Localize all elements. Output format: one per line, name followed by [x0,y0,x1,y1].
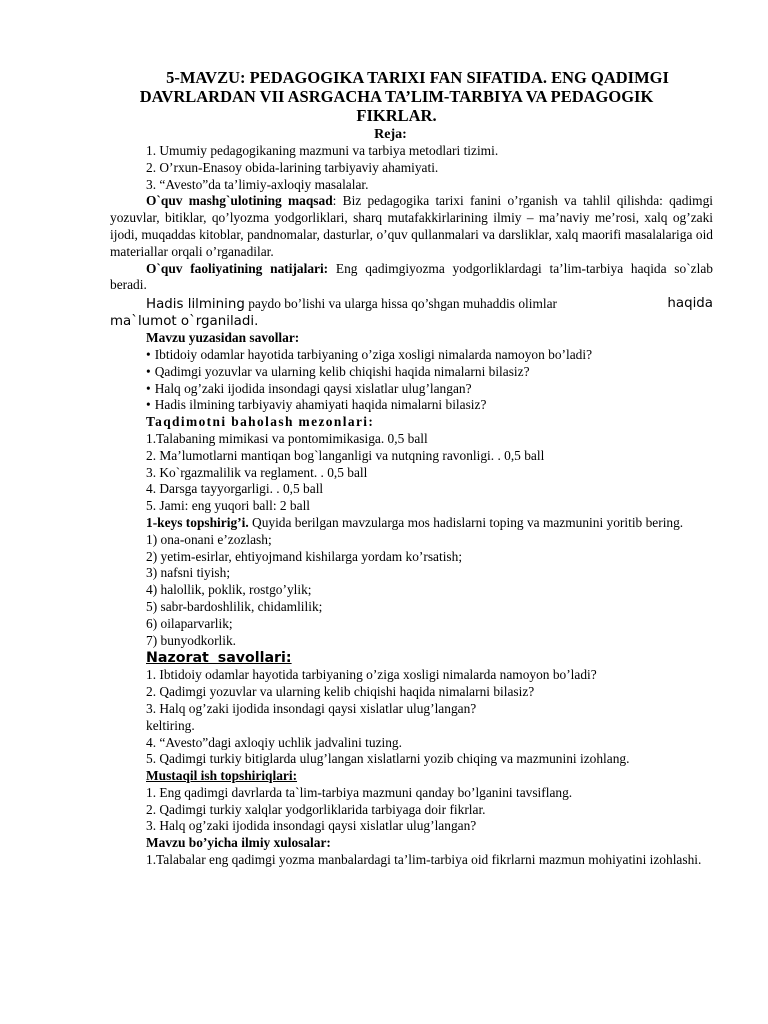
keys-item: 3) nafsni tiyish; [146,565,231,581]
mezonlar-item: 4. Darsga tayyorgarligi. . 0,5 ball [146,481,324,497]
keys-item: 7) bunyodkorlik. [146,632,237,648]
hadis-text: paydo bo’lishi va ularga hissa qo’shgan muhaddis olimlar [244,296,558,312]
maqsad-label: O`quv mashg`ulotining maqsad [146,193,333,209]
mezonlar-item: 1.Talabaning mimikasi va pontomimikasiga. 0,5 ball [146,430,428,446]
maqsad-paragraph [110,193,713,260]
title-line-1: 5-MAVZU: PEDAGOGIKA TARIXI FAN SIFATIDA. ENG QADIMGI [166,68,669,87]
mezonlar-item: 3. Ko`rgazmalilik va reglament. . 0,5 ball [146,464,368,480]
keys-paragraph [110,515,713,532]
nazorat-item: 2. Qadimgi yozuvlar va ularning kelib chiqishi haqida nimalarni bilasiz? [146,684,535,700]
mezonlar-item: 5. Jami: eng yuqori ball: 2 ball [146,498,311,514]
savollar-list [110,347,713,414]
reja-item: 2. O’rxun-Enasoy obida-larining tarbiyaviy ahamiyati. [146,159,439,175]
natijalar-label: O`quv faoliyatining natijalari: [146,260,329,276]
mustaqil-item: 1. Eng qadimgi davrlarda ta`lim-tarbiya mazmuni qanday bo’lganini tavsiflang. [146,784,573,800]
savollar-item: • Ibtidoiy odamlar hayotida tarbiyaning o’ziga xosligi nimalarda namoyon bo’ladi? [110,347,713,364]
savollar-heading: Mavzu yuzasidan savollar: [146,330,300,346]
natijalar-text: Eng qadimgiyozma yodgorliklardagi ta’lim-tarbiya haqida so`zlab beradi. [110,260,713,293]
reja-item: 3. “Avesto”da ta’limiy-axloqiy masalalar. [146,176,369,192]
keys-item: 1) ona-onani e’zozlash; [146,531,272,547]
mustaqil-heading: Mustaqil ish topshiriqlari: [146,768,298,784]
reja-list [110,143,713,193]
hadis-term: Hadis lilmining [146,297,245,313]
mustaqil-list [110,785,713,835]
keys-list [110,532,713,650]
natijalar-paragraph [110,261,713,295]
mezonlar-item: 2. Ma’lumotlarni mantiqan bog`langanligi va nutqning ravonligi. . 0,5 ball [146,447,545,463]
keys-item: 5) sabr-bardoshlilik, chidamlilik; [146,598,323,614]
mezonlar-list [110,431,713,515]
title-line-3: FIKRLAR. [356,106,437,125]
keys-item: 6) oilaparvarlik; [146,615,233,631]
mustaqil-item: 3. Halq og’zaki ijodida insondagi qaysi xislatlar ulug’langan? [146,818,477,834]
hadis-paragraph [110,295,713,330]
reja-item: 1. Umumiy pedagogikaning mazmuni va tarbiya metodlari tizimi. [146,143,499,158]
hadis-line-2: ma`lumot o`rganiladi. [110,314,259,330]
mustaqil-item: 2. Qadimgi turkiy xalqlar yodgorliklarida tarbiyaga doir fikrlar. [146,801,486,817]
nazorat-list [110,667,713,768]
document-title [110,68,713,125]
maqsad-text: : Biz pedagogika tarixi fanini o’rganish va tahlil qilishda: qadimgi yozuvlar, bitiklar, qo’lyozma yodgorliklari, sharq mutafakkirlarining ilmiy – ma’naviy me’rosi, xalq og’zaki ijodi, muqaddas kitoblar, pandnomalar, dasturlar, o’quv qullanmalari va darsliklar, xalq maorifi masalalariga oid materiallar orqali o’rganadilar. [110,193,713,259]
nazorat-item: 5. Qadimgi turkiy bitiglarda ulug’langan xislatlarni yozib chiqing va mazmunini izohlang. [146,751,630,767]
keys-item: 4) halollik, poklik, rostgo’ylik; [146,582,312,598]
nazorat-item: keltiring. [146,717,195,733]
nazorat-item: 4. “Avesto”dagi axloqiy uchlik jadvalini tuzing. [146,734,402,750]
hadis-haqida: haqida [667,296,713,312]
mezonlar-heading: Taqdimotni baholash mezonlari: [146,414,375,430]
savollar-item: • Hadis ilmining tarbiyaviy ahamiyati haqida nimalarni bilasiz? [110,397,713,414]
savollar-item: • Qadimgi yozuvlar va ularning kelib chiqishi haqida nimalarni bilasiz? [110,364,713,381]
xulosalar-heading: Mavzu bo’yicha ilmiy xulosalar: [146,835,331,851]
nazorat-item: 1. Ibtidoiy odamlar hayotida tarbiyaning o’ziga xosligi nimalarda namoyon bo’ladi? [146,667,597,683]
nazorat-item: 3. Halq og’zaki ijodida insondagi qaysi xislatlar ulug’langan? [146,700,477,716]
nazorat-heading: Nazorat savollari: [146,650,292,667]
keys-label: 1-keys topshirig’i. [146,514,249,530]
keys-item: 2) yetim-esirlar, ehtiyojmand kishilarga yordam ko’rsatish; [146,548,463,564]
xulosalar-text: 1.Talabalar eng qadimgi yozma manbalardagi ta’lim-tarbiya oid fikrlarni mazmun mohiyatini izohlashi. [146,852,702,868]
title-line-2: DAVRLARDAN VII ASRGACHA TA’LIM-TARBIYA VA PEDAGOGIK [139,87,654,106]
savollar-item: • Halq og’zaki ijodida insondagi qaysi xislatlar ulug’langan? [110,381,713,398]
keys-text: Quyida berilgan mavzularga mos hadislarni toping va mazmunini yoritib bering. [248,514,684,530]
reja-heading: Reja: [374,127,407,142]
